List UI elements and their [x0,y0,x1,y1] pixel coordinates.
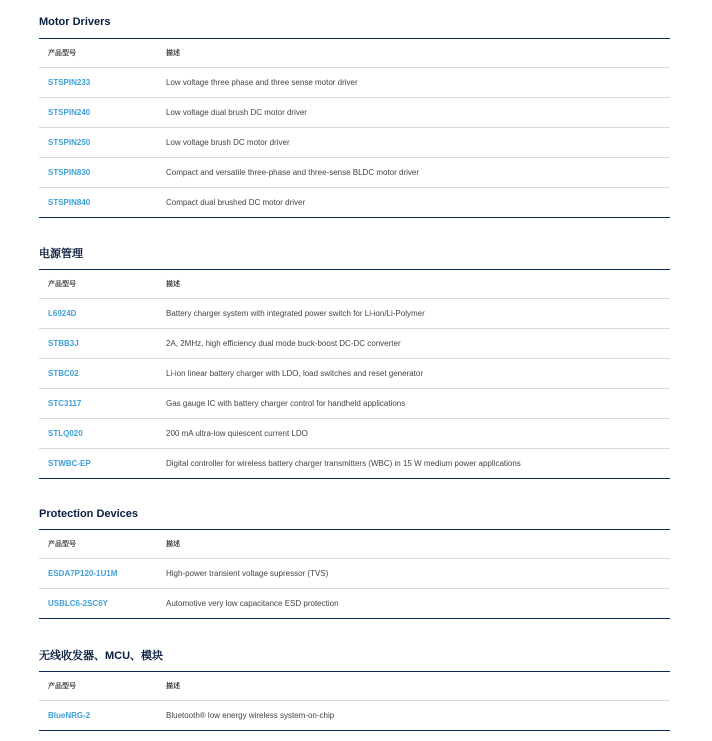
table-row [39,359,670,389]
part-number-link[interactable]: STC3117 [48,399,82,408]
part-description: Compact and versatile three-phase and three-sense BLDC motor driver [166,168,420,177]
column-header-description: 描述 [166,541,180,548]
table-header-row [39,530,670,559]
part-description: Low voltage dual brush DC motor driver [166,108,307,117]
part-description: Digital controller for wireless battery charger transmitters (WBC) in 15 W medium power applications [166,459,521,468]
table-row [39,299,670,329]
table-row [39,68,670,98]
column-header-description: 描述 [166,50,180,57]
part-description: Bluetooth® low energy wireless system-on-chip [166,711,335,720]
part-description: Low voltage brush DC motor driver [166,138,290,147]
part-number-link[interactable]: STWBC-EP [48,459,91,468]
part-description: Gas gauge IC with battery charger control for handheld applications [166,399,406,408]
column-header-part: 产品型号 [48,281,76,288]
part-description: High-power transient voltage supressor (TVS) [166,569,329,578]
part-number-link[interactable]: ESDA7P120-1U1M [48,569,118,578]
part-number-link[interactable]: STSPIN250 [48,138,91,147]
product-table [39,671,670,731]
table-header-row [39,672,670,701]
part-description: Battery charger system with integrated power switch for Li-ion/Li-Polymer [166,309,425,318]
part-number-link[interactable]: STSPIN840 [48,198,91,207]
column-header-description: 描述 [166,683,180,690]
section-protection-devices [39,507,670,619]
part-number-link[interactable]: STBC02 [48,369,79,378]
section-title: 电源管理 [39,248,83,260]
part-number-link[interactable]: STBB3J [48,339,79,348]
table-row [39,329,670,359]
part-number-link[interactable]: STSPIN830 [48,168,91,177]
part-description: Compact dual brushed DC motor driver [166,198,306,207]
part-number-link[interactable]: STLQ020 [48,429,83,438]
part-description: Li-ion linear battery charger with LDO, load switches and reset generator [166,369,424,378]
column-header-description: 描述 [166,281,180,288]
table-row [39,158,670,188]
product-table [39,529,670,619]
section-title: Motor Drivers [39,16,111,28]
part-number-link[interactable]: STSPIN233 [48,78,91,87]
part-description: Automotive very low capacitance ESD protection [166,599,339,608]
part-number-link[interactable]: USBLC6-2SC6Y [48,599,109,608]
part-description: 200 mA ultra-low quiescent current LDO [166,429,308,438]
part-description: Low voltage three phase and three sense motor driver [166,78,358,87]
part-description: 2A, 2MHz, high efficiency dual mode buck-boost DC-DC converter [166,339,401,348]
table-row [39,701,670,731]
table-row [39,419,670,449]
section-title: 无线收发器、MCU、模块 [39,650,164,662]
column-header-part: 产品型号 [48,683,76,690]
table-row [39,188,670,218]
section-motor-drivers [39,15,670,218]
part-number-link[interactable]: STSPIN240 [48,108,91,117]
section-power-management [39,247,670,479]
table-row [39,449,670,479]
table-row [39,98,670,128]
table-header-row [39,39,670,68]
table-header-row [39,270,670,299]
table-row [39,589,670,619]
table-row [39,559,670,589]
column-header-part: 产品型号 [48,50,76,57]
part-number-link[interactable]: BlueNRG-2 [48,711,91,720]
section-title: Protection Devices [39,508,139,520]
column-header-part: 产品型号 [48,541,76,548]
table-row [39,389,670,419]
product-table [39,38,670,218]
part-number-link[interactable]: L6924D [48,309,77,318]
table-row [39,128,670,158]
product-table [39,269,670,479]
section-wireless-mcu-modules [39,649,670,731]
